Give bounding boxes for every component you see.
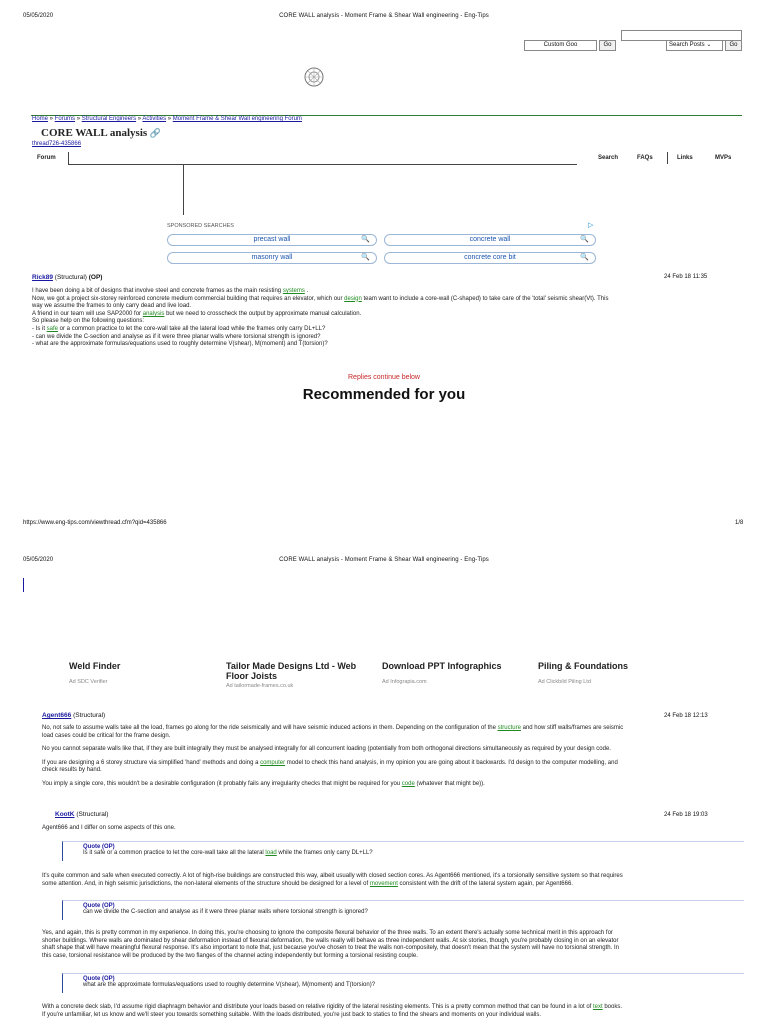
keyword-link-safe[interactable]: safe	[46, 325, 59, 332]
sponsored-search-precast-wall[interactable]: precast wall 🔍	[167, 234, 377, 246]
keyword-link-text[interactable]: text	[593, 1004, 603, 1010]
kootk-post-date: 24 Feb 18 19:03	[664, 812, 708, 818]
thread-title: CORE WALL analysis 🔗	[41, 127, 162, 139]
keyword-link-movement[interactable]: movement	[369, 880, 398, 887]
kootk-username[interactable]: KootK	[55, 811, 75, 818]
breadcrumb-forum[interactable]: Moment Frame & Shear Wall engineering Forum	[172, 116, 302, 122]
keyword-link-computer[interactable]: computer	[260, 759, 286, 766]
sponsored-search-concrete-wall[interactable]: concrete wall 🔍	[384, 234, 596, 246]
nav-search[interactable]: Search	[598, 155, 619, 161]
ad-tailor-made-designs[interactable]: Tailor Made Designs Ltd - Web Floor Joists Ad tailormade-frames.co.uk	[226, 661, 357, 689]
kootk-answer-3: With a concrete deck slab, I'd assume rigid diaphragm behavior and distribute your loads based on relative rigidity of the lateral resisting elements. This is a pretty common method that can be found in a lot of text books. If you're unfamiliar, let us know and we'll steer you towards something suitable. With the loads distributed, you're just back to statics to find the shears and moments on your individual walls.	[42, 1004, 623, 1018]
kootk-post-header: KootK (Structural)	[55, 811, 109, 818]
thread-id-link[interactable]: thread726-435866	[32, 141, 82, 147]
print-title: CORE WALL analysis - Moment Frame & Shear Wall engineering - Eng-Tips	[279, 13, 489, 19]
op-post-body: I have been doing a bit of designs that involve steel and concrete frames as the main resisting systems . Now, we got a project six-storey reinforced concrete medium commercial building that requires an elevator, which our design team want to include a core-wall (C-shaped) to take care of the 'total' seismic shear(Vt). This way we assume the frames to only carry dead and live load. A friend in our team will use SAP2000 for analysis but we need to crosscheck the output by approximate manual calculation. So please help on the following questions: - Is it safe or a common practice to let the core-wall take all the lateral load while the frames only carry DL+LL? - can we divide the C-section and analyse as if it were three planar walls where torsional strength is ignored? - what are the approximate formulas/equations used to roughly determine V(shear), M(moment) and T(torsion)?	[32, 288, 609, 348]
agent666-username[interactable]: Agent666	[42, 712, 72, 719]
quote-block-2: Quote (OP) can we divide the C-section and analyse as if it were three planar walls where torsional strength is ignored?	[62, 900, 744, 920]
nav-faqs[interactable]: FAQs	[637, 155, 653, 161]
kootk-answer-2: Yes, and again, this is pretty common in my experience. In doing this, you're choosing to ignore the composite flexural behavior of the three walls. To an extent there's actually some technical merit in this approach for shorter buildings. Where walls are dominated by shear deformation instead of flexural deformation, the walls really will behave as three independent walls. At six stories, though, you're probably closing in on an elevator shaft shape that will have meaningful flexural response. It's also important to note that, just because you've chosen to treat the walls non-compositely, that doesn't mean that the system will have no torsional strength. In this case, torsional resistance will be produced by the two flanges of the channel acting independently but forming a torsional resisting couple.	[42, 930, 619, 959]
print-title-2: CORE WALL analysis - Moment Frame & Shear Wall engineering - Eng-Tips	[279, 557, 489, 563]
quote-block-1: Quote (OP) Is it safe or a common practice to let the core-wall take all the lateral load while the frames only carry DL+LL?	[62, 841, 744, 861]
search-icon: 🔍	[361, 254, 370, 261]
kootk-intro: Agent666 and I differ on some aspects of this one.	[42, 825, 176, 831]
page-break-marker	[23, 578, 24, 592]
print-footer-page: 1/8	[735, 520, 744, 526]
agent666-post-date: 24 Feb 18 12:13	[664, 713, 708, 719]
chevron-down-icon: ⌄	[706, 42, 712, 48]
agent666-post-header: Agent666 (Structural)	[42, 712, 106, 719]
print-date: 05/05/2020	[23, 13, 54, 19]
quote-block-3: Quote (OP) what are the approximate formulas/equations used to roughly determine V(shear), M(moment) and T(torsion)?	[62, 973, 744, 993]
keyword-link-structure[interactable]: structure	[497, 725, 521, 731]
nav-forum[interactable]: Forum	[37, 155, 56, 161]
keyword-link-load[interactable]: load	[265, 850, 277, 856]
keyword-link-systems[interactable]: systems	[282, 288, 305, 294]
breadcrumb: Home » Forums » Structural Engineers » Activities » Moment Frame & Shear Wall engineering Forum	[32, 116, 302, 122]
replies-continue-label: Replies continue below	[348, 374, 420, 381]
sponsored-search-concrete-core-bit[interactable]: concrete core bit 🔍	[384, 252, 596, 264]
go-button-1[interactable]: Go	[599, 40, 616, 51]
eng-tips-logo-icon	[303, 66, 325, 88]
keyword-link-code[interactable]: code	[401, 780, 415, 787]
op-post-date: 24 Feb 18 11:35	[664, 274, 708, 280]
op-post-header: Rick89 (Structural) (OP)	[32, 274, 103, 281]
adchoices-icon[interactable]: ▷	[588, 222, 594, 229]
sponsored-label: SPONSORED SEARCHES	[167, 223, 234, 229]
search-icon: 🔍	[361, 236, 370, 243]
print-date-2: 05/05/2020	[23, 557, 54, 563]
go-button-2[interactable]: Go	[725, 40, 742, 51]
nav-links[interactable]: Links	[677, 155, 693, 161]
nav-mvps[interactable]: MVPs	[715, 155, 732, 161]
paperclip-icon: 🔗	[149, 128, 162, 138]
breadcrumb-home[interactable]: Home	[32, 116, 49, 122]
ad-piling-foundations[interactable]: Piling & Foundations Ad Clickbild Piling Ltd	[538, 661, 628, 685]
breadcrumb-activities[interactable]: Activities	[142, 116, 167, 122]
kootk-answer-1: It's quite common and safe when executed correctly. A lot of high-rise buildings are constructed this way, albeit usually with closed section cores. As Agent666 mentioned, it's a torsionally sensitive system so that requires some attention. And, in high seismic jurisdictions, the non-lateral elements of the structure should be designed for a level of movement consistent with the drift of the lateral system again, per Agent666.	[42, 873, 623, 887]
custom-search-input[interactable]: Custom Goo	[524, 40, 597, 51]
print-footer-url: https://www.eng-tips.com/viewthread.cfm?qid=435866	[23, 520, 167, 526]
ad-download-ppt[interactable]: Download PPT Infographics Ad Infograpia.com	[382, 661, 502, 685]
sponsored-search-masonry-wall[interactable]: masonry wall 🔍	[167, 252, 377, 264]
nav-divider	[68, 152, 69, 164]
keyword-link-analysis[interactable]: analysis	[142, 310, 165, 317]
keyword-link-design[interactable]: design	[344, 295, 362, 302]
nav-underline	[68, 164, 577, 165]
breadcrumb-structural-engineers[interactable]: Structural Engineers	[81, 116, 137, 122]
op-username[interactable]: Rick89	[32, 274, 53, 281]
search-icon: 🔍	[580, 254, 589, 261]
recommended-heading: Recommended for you	[302, 386, 466, 403]
breadcrumb-forums[interactable]: Forums	[54, 116, 76, 122]
search-posts-select[interactable]: Search Posts ⌄	[666, 40, 723, 51]
search-icon: 🔍	[580, 236, 589, 243]
nav-divider-2	[667, 152, 668, 164]
ad-weld-finder[interactable]: Weld Finder Ad SDC Verifier	[69, 661, 121, 685]
ad-frame-border	[183, 165, 184, 215]
agent666-post-body: No, not safe to assume walls take all the load, frames go along for the ride seismically and will have seismic induced actions in them. Depending on the configuration of the structure and how stiff walls/frames are seismic load cases could be critical for the frame design. No you cannot separate walls like that, if they are built integrally they must be analysed integrally for all concurrent loading (potentially from both orthogonal directions simultaneously as required by your design code. If you are designing a 6 storey structure via simplified 'hand' methods and doing a computer model to check this hand analysis, in my opinion you are going about it backwards. I'd design to the computer modelling, and check results by hand. You imply a single core, this wouldn't be a desirable configuration (it probably fails any irregularity checks that might be required for you code (whatever that might be)).	[42, 725, 624, 787]
